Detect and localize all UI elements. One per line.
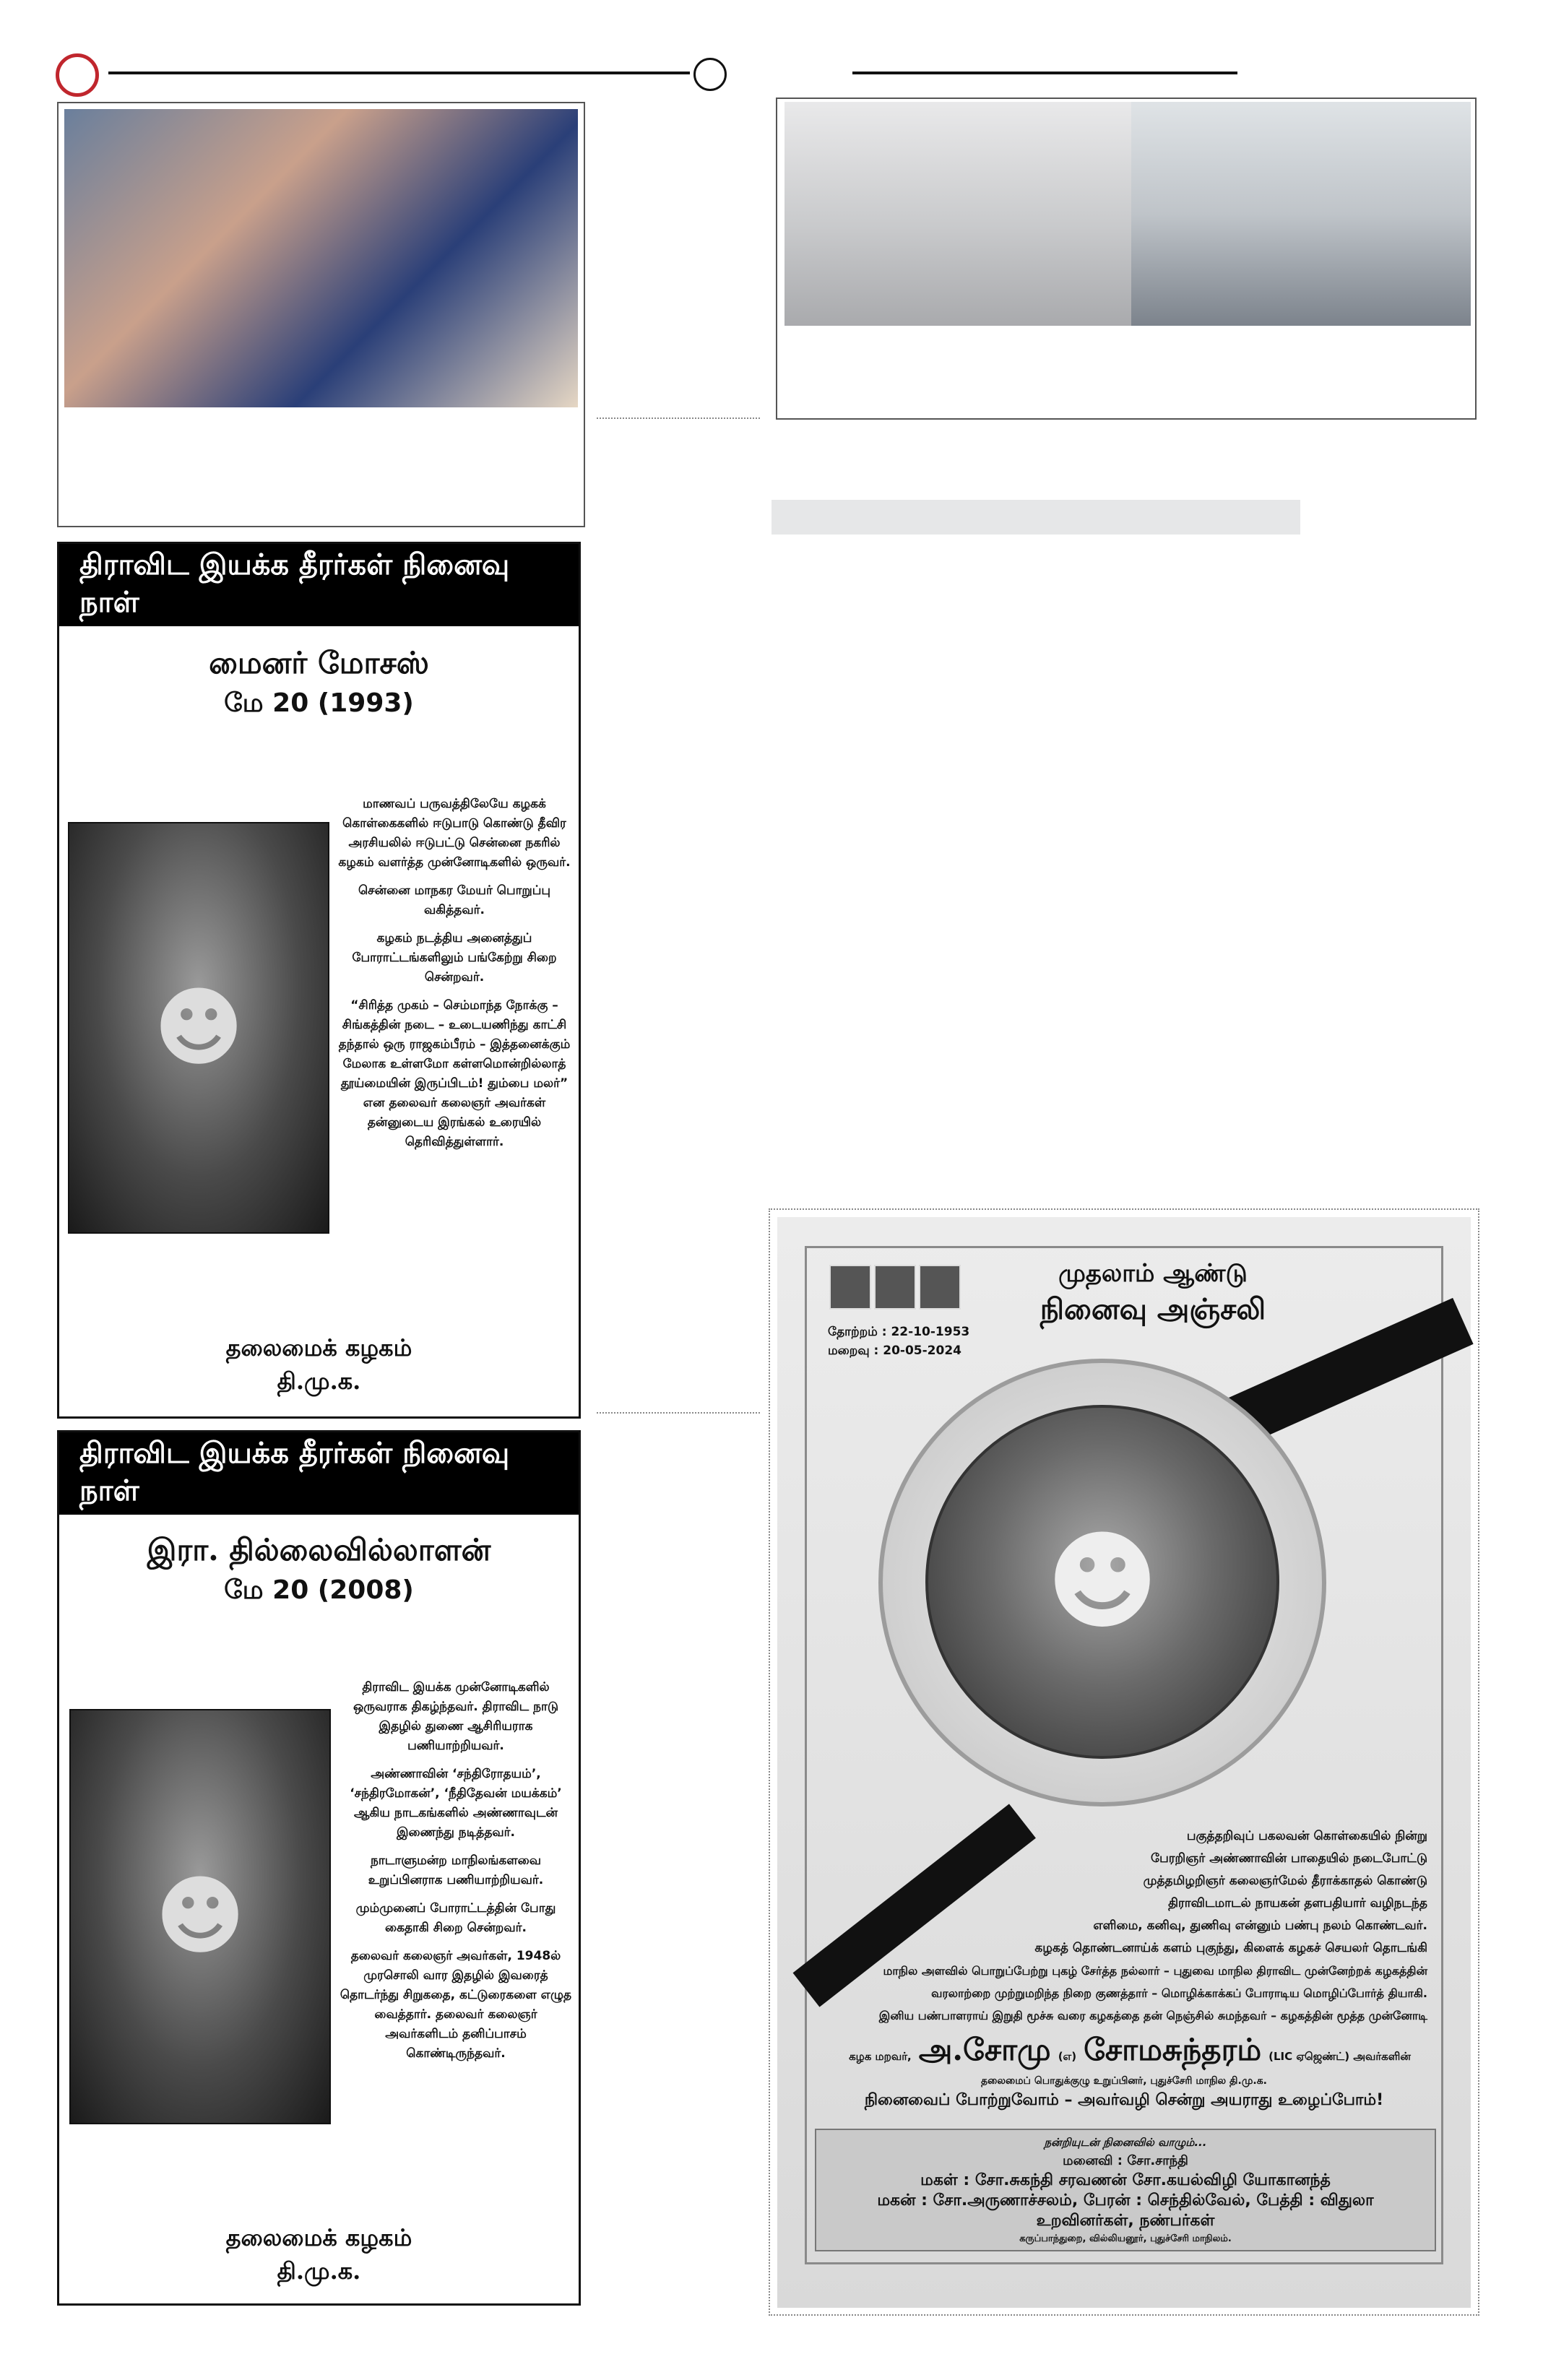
memorial-date: மே 20 (1993) — [224, 688, 414, 718]
tribute-line: பகுத்தறிவுப் பகலவன் கொள்கையில் நின்று — [1186, 1829, 1427, 1843]
bio-paragraph: சென்னை மாநகர மேயர் பொறுப்பு வகித்தவர். — [358, 883, 551, 917]
memorial-bio — [337, 795, 572, 1161]
name-main: அ.சோமு — [918, 2032, 1051, 2067]
ad-tribute-text — [821, 1825, 1427, 2027]
header-rule-right — [852, 72, 1237, 74]
bio-paragraph: திராவிட இயக்க முன்னோடிகளில் ஒருவராக திகழ்ந்தவர். திராவிட நாடு இதழில் துணை ஆசிரியராக பணியாற்றியவர். — [353, 1680, 559, 1753]
name-suffix: (LIC ஏஜெண்ட்) அவர்களின் — [1268, 2050, 1411, 2063]
family-heading: நன்றியுடன் நினைவில் வாழும்... — [1044, 2136, 1207, 2149]
bio-paragraph: மாணவப் பருவத்திலேயே கழகக் கொள்கைகளில் ஈடுபாடு கொண்டு தீவிர அரசியலில் ஈடுபட்டு சென்னை நகரில் கழகம் வளர்த்த முன்னோடிகளில் ஒருவர். — [338, 797, 571, 870]
portrait-photo — [69, 1709, 331, 2124]
signature-line-1: தலைமைக் கழகம் — [225, 1334, 412, 1362]
birth-date: தோற்றம் : 22-10-1953 — [828, 1325, 970, 1339]
remembrance-ad — [769, 1208, 1479, 2316]
tribute-line: முத்தமிழறிஞர் கலைஞர்மேல் தீராக்காதல் கொண்டு — [1143, 1874, 1427, 1888]
family-box — [815, 2129, 1436, 2251]
memorial-box-thillaivillalan — [57, 1430, 581, 2306]
signature-line-2: தி.மு.க. — [277, 1367, 361, 1395]
name-alias: (எ) — [1058, 2050, 1077, 2063]
deceased-role: தலைமைப் பொதுக்குழு உறுப்பினர், புதுச்சேரி மாநில தி.மு.க. — [981, 2075, 1267, 2087]
portrait-photo — [68, 822, 329, 1234]
signature — [59, 2221, 579, 2288]
tribute-line: திராவிடமாடல் நாயகன் தளபதியார் வழிநடந்த — [1168, 1896, 1427, 1911]
signature-line-2: தி.மு.க. — [277, 2257, 361, 2285]
deceased-name-line — [819, 2032, 1440, 2072]
building-interior-photo — [785, 102, 1131, 326]
column-separator — [597, 417, 760, 419]
ad-title-line-2: நினைவு அஞ்சலி — [1040, 1292, 1266, 1326]
ad-dates — [828, 1323, 969, 1360]
photo-frame-left — [57, 102, 585, 527]
ad-background — [777, 1217, 1471, 2308]
leader-thumbnail — [829, 1265, 871, 1310]
tribute-line: பேரறிஞர் அண்ணாவின் பாதையில் நடைபோட்டு — [1151, 1851, 1427, 1866]
inspection-group-photo — [1131, 102, 1471, 326]
memorial-box-moses — [57, 542, 581, 1419]
tribute-line: எளிமை, கனிவு, துணிவு என்னும் பண்பு நலம் கொண்டவர். — [1093, 1918, 1427, 1933]
leader-thumbnail — [919, 1265, 961, 1310]
somu-portrait — [925, 1405, 1279, 1759]
tribute-line: கழகத் தொண்டனாய்க் களம் புகுந்து, கிளைக் கழகச் செயலர் தொடங்கி — [1034, 1941, 1427, 1955]
death-date: மறைவு : 20-05-2024 — [828, 1343, 961, 1358]
name-prefix: கழக மறவர், — [849, 2050, 912, 2063]
family-address: கருப்பாந்துறை, வில்லியனூர், புதுச்சேரி மாநிலம். — [1019, 2233, 1232, 2244]
grey-strip — [772, 500, 1300, 535]
memorial-name: மைனர் மோசஸ் — [209, 645, 429, 680]
bio-paragraph: கழகம் நடத்திய அனைத்துப் போராட்டங்களிலும் பங்கேற்று சிறை சென்றவர். — [352, 931, 557, 985]
memorial-bio — [338, 1678, 574, 2072]
memorial-name: இரா. தில்லைவில்லாளன் — [147, 1532, 491, 1567]
signature-line-1: தலைமைக் கழகம் — [225, 2224, 412, 2251]
photo-frame-right — [776, 98, 1477, 420]
family-relatives: உறவினர்கள், நண்பர்கள் — [1036, 2212, 1215, 2230]
memorial-date: மே 20 (2008) — [224, 1575, 414, 1605]
portrait-icon: ☻ — [155, 1866, 246, 1967]
portrait-icon: ☻ — [1045, 1519, 1159, 1645]
header-rule-left — [108, 72, 690, 74]
family-daughters: மகள் : சோ.சுகந்தி சரவணன் சோ.கயல்விழி யோகானந்த் — [920, 2171, 1331, 2189]
family-spouse: மனைவி : சோ.சாந்தி — [1063, 2153, 1188, 2168]
column-separator — [597, 1412, 760, 1414]
ad-title-line-1: முதலாம் ஆண்டு — [1058, 1259, 1248, 1288]
tribute-line: மாநில அளவில் பொறுப்பேற்று புகழ் சேர்த்த நல்லார் – புதுவை மாநில திராவிட முன்னேற்றக் கழகத்தின் — [883, 1964, 1427, 1978]
tribute-line: இனிய பண்பாளராய் இறுதி மூச்சு வரை கழகத்தை தன் நெஞ்சில் சுமந்தவர் – கழகத்தின் மூத்த முன்னோடி — [878, 2009, 1427, 2022]
page-number-circle — [56, 53, 99, 97]
portrait-icon: ☻ — [153, 977, 244, 1078]
bio-paragraph: “சிரித்த முகம் – செம்மாந்த நோக்கு – சிங்கத்தின் நடை – உடையணிந்து காட்சி தந்தால் ஒரு ராஜகம்பீரம் – இத்தனைக்கும் மேலாக உள்ளமோ கள்ளமொன்றில்லாத் தூய்மையின் இருப்பிடம்! தும்பை மலர்” என தலைவர் கலைஞர் அவர்கள் தன்னுடைய இரங்கல் உரையில் தெரிவித்துள்ளார். — [338, 998, 571, 1149]
tribute-line: வரலாற்றை முற்றுமறிந்த நிறை குணத்தார் – மொழிக்காக்கப் போராடிய மொழிப்போர்த் தியாகி. — [931, 1986, 1427, 2000]
signature — [59, 1331, 579, 1398]
memorial-header: திராவிட இயக்க தீரர்கள் நினைவு நாள் — [59, 1432, 579, 1515]
memorial-header: திராவிட இயக்க தீரர்கள் நினைவு நாள் — [59, 544, 579, 626]
bio-paragraph: மும்முனைப் போராட்டத்தின் போது கைதாகி சிறை சென்றவர். — [355, 1901, 556, 1935]
family-sons: மகன் : சோ.அருணாச்சலம், பேரன் : செந்தில்வேல், பேத்தி : விதுலா — [877, 2191, 1374, 2210]
party-emblem-icon — [693, 58, 727, 91]
event-photo — [64, 109, 578, 407]
leader-thumbnail — [874, 1265, 916, 1310]
bio-paragraph: அண்ணாவின் ‘சந்திரோதயம்’, ‘சந்திரமோகன்’, ‘நீதிதேவன் மயக்கம்’ ஆகிய நாடகங்களில் அண்ணாவுடன் இணைந்து நடித்தவர். — [350, 1767, 562, 1840]
bio-paragraph: நாடாளுமன்ற மாநிலங்களவை உறுப்பினராக பணியாற்றியவர். — [368, 1853, 544, 1887]
tribute-slogan: நினைவைப் போற்றுவோம் – அவர்வழி சென்று அயராது உழைப்போம்! — [864, 2091, 1384, 2109]
name-second: சோமசுந்தரம் — [1084, 2032, 1262, 2067]
bio-paragraph: தலைவர் கலைஞர் அவர்கள், 1948ல் முரசொலி வார இதழில் இவரைத் தொடர்ந்து சிறுகதை, கட்டுரைகளை எழுத வைத்தார். தலைவர் கலைஞர் அவர்களிடம் தனிப்பாசம் கொண்டிருந்தவர். — [340, 1949, 572, 2061]
